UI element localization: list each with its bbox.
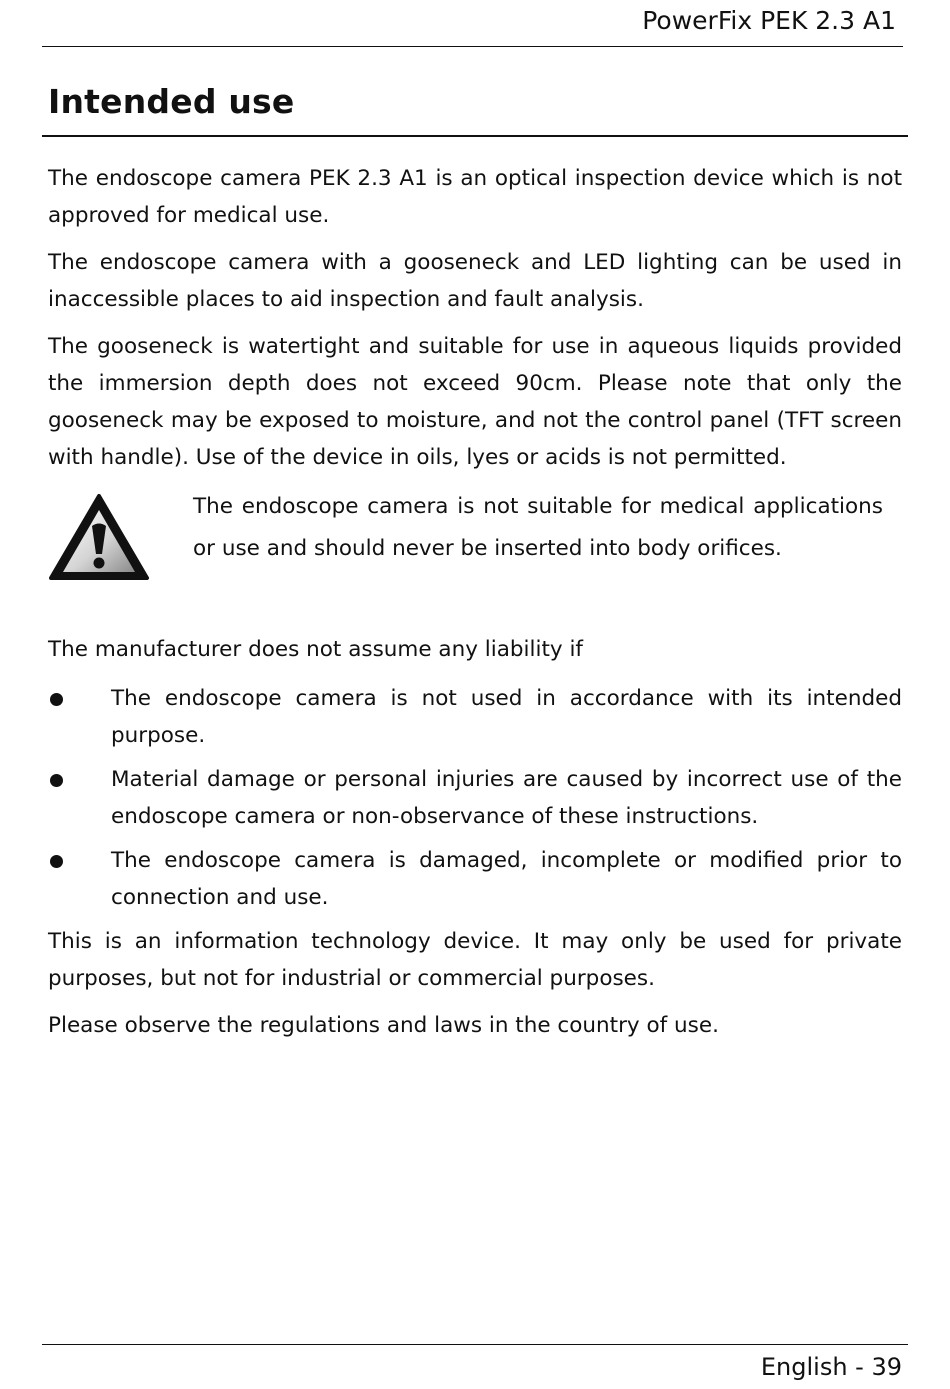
warning-text: The endoscope camera is not suitable for medical applications or use and should never be inserted into body orifices. [193,494,883,561]
list-item-text: Material damage or personal injuries are caused by incorrect use of the endoscope camera or non-observance of these instructions. [111,767,902,829]
list-item-text: The endoscope camera is damaged, incomplete or modified prior to connection and use. [111,848,902,910]
paragraph-medical-notice: The endoscope camera PEK 2.3 A1 is an optical inspection device which is not approved for medical use. [48,166,902,228]
header-divider [42,46,903,47]
bullet-icon [50,774,63,787]
bullet-icon [50,693,63,706]
paragraph-usage: The endoscope camera with a gooseneck and LED lighting can be used in inaccessible places to aid inspection and fault analysis. [48,250,902,312]
title-divider [42,135,908,137]
paragraph-private-use: This is an information technology device. It may only be used for private purposes, but not for industrial or commercial purposes. [48,929,902,991]
list-item [48,842,902,916]
page-content [48,160,902,1054]
page-number: English - 39 [760,1353,902,1381]
bullet-icon [50,855,63,868]
liability-list [48,680,902,916]
list-item [48,680,902,754]
paragraph-regulations: Please observe the regulations and laws in the country of use. [48,1013,719,1038]
liability-intro: The manufacturer does not assume any liability if [48,637,583,662]
list-item-text: The endoscope camera is not used in accordance with its intended purpose. [111,686,902,748]
paragraph-gooseneck: The gooseneck is watertight and suitable for use in aqueous liquids provided the immersion depth does not exceed 90cm. Please note that only the gooseneck may be exposed to moisture, and not the control panel (TFT screen with handle). Use of the device in oils, lyes or acids is not permitted. [48,334,902,470]
warning-triangle-icon [48,493,150,583]
warning-box [48,486,902,586]
list-item [48,761,902,835]
footer-divider [42,1344,908,1345]
section-title: Intended use [48,82,295,121]
header-product-name: PowerFix PEK 2.3 A1 [642,6,896,35]
